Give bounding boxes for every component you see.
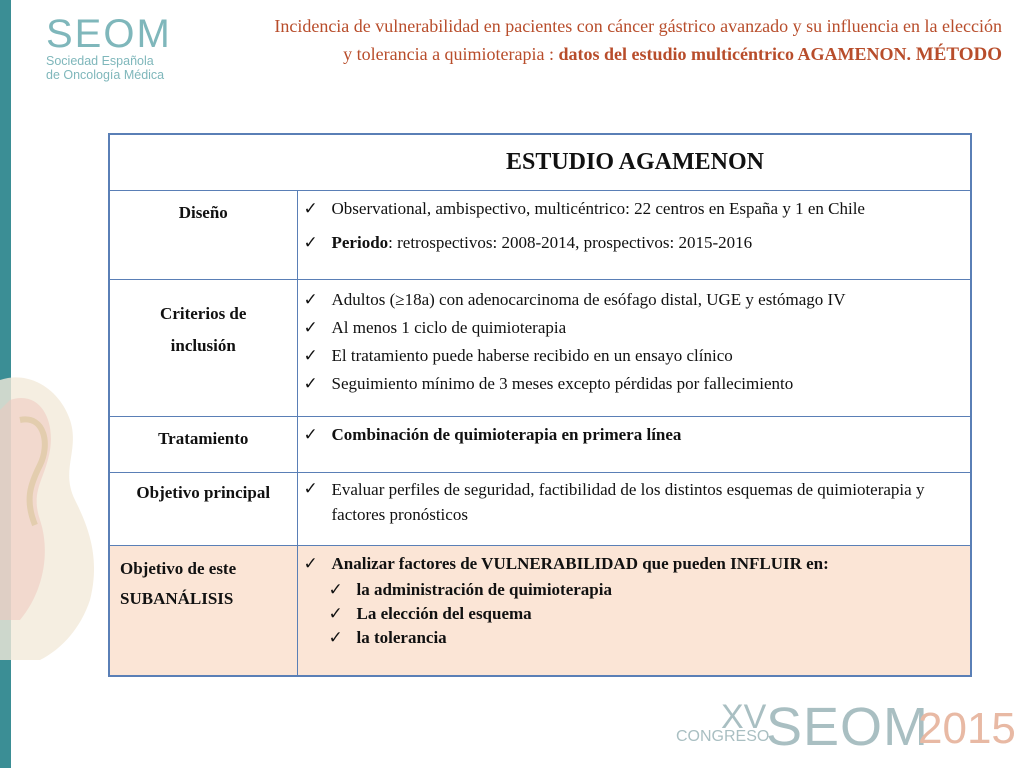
item-text: Adultos (≥18a) con adenocarcinoma de esófago distal, UGE y estómago IV <box>331 289 846 309</box>
check-icon: ✓ <box>328 579 343 600</box>
title-metodo: MÉTODO <box>911 44 1002 65</box>
row-content-subanalisis <box>297 545 971 676</box>
row-content-criterios <box>297 279 971 416</box>
item-text: Evaluar perfiles de seguridad, factibilidad de los distintos esquemas de quimioterapia y factores pronósticos <box>331 479 925 524</box>
check-icon: ✓ <box>303 232 318 253</box>
list-item <box>304 314 971 342</box>
check-icon: ✓ <box>328 603 343 624</box>
check-icon: ✓ <box>303 345 318 366</box>
logo-wordmark: SEOM <box>46 12 172 56</box>
logo-line2: de Oncología Médica <box>46 68 165 82</box>
list-item <box>304 342 971 370</box>
list-item <box>304 370 971 398</box>
congreso-year: 2015 <box>918 704 1016 753</box>
item-text: Observational, ambispectivo, multicéntrico: 22 centros en España y 1 en Chile <box>331 198 865 218</box>
study-table <box>108 133 972 677</box>
check-icon: ✓ <box>303 553 318 574</box>
item-text: la tolerancia <box>356 627 447 647</box>
item-text: la administración de quimioterapia <box>356 579 612 599</box>
check-icon: ✓ <box>303 317 318 338</box>
list-item <box>304 421 971 449</box>
title-line2 <box>180 40 1002 69</box>
list-item <box>304 477 971 527</box>
list-item <box>304 286 971 314</box>
table-row-diseno <box>109 190 971 279</box>
sub-list-item <box>329 626 971 650</box>
title-line2-bold: datos del estudio multicéntrico AGAMENON. <box>558 44 912 64</box>
row-label-criterios <box>109 279 297 416</box>
row-label-diseno: Diseño <box>109 190 297 279</box>
logo-line1: Sociedad Española <box>46 54 154 68</box>
item-bold-text: Periodo <box>331 232 389 252</box>
item-text: Analizar factores de VULNERABILIDAD que pueden INFLUIR en: <box>331 553 829 573</box>
item-text: Combinación de quimioterapia en primera línea <box>331 424 682 444</box>
congreso-xv: XV <box>721 698 767 736</box>
check-icon: ✓ <box>303 373 318 394</box>
check-icon: ✓ <box>328 627 343 648</box>
slide-title <box>180 12 1002 69</box>
list-item <box>304 195 971 223</box>
row-label-objetivo-principal: Objetivo principal <box>109 472 297 545</box>
label-line2: inclusión <box>170 335 236 355</box>
check-icon: ✓ <box>303 478 318 499</box>
item-text: El tratamiento puede haberse recibido en un ensayo clínico <box>331 345 733 365</box>
row-content-tratamiento <box>297 416 971 472</box>
decorative-figure <box>0 360 110 660</box>
row-label-tratamiento: Tratamiento <box>109 416 297 472</box>
congreso-logo <box>676 697 1016 760</box>
title-line1: Incidencia de vulnerabilidad en pacientes con cáncer gástrico avanzado y su influencia en la elección <box>274 16 1002 36</box>
label-line1: Criterios de <box>160 303 247 323</box>
item-text: Al menos 1 ciclo de quimioterapia <box>331 317 567 337</box>
row-content-diseno <box>297 190 971 279</box>
check-icon: ✓ <box>303 424 318 445</box>
row-content-objetivo-principal <box>297 472 971 545</box>
label-line2: SUBANÁLISIS <box>120 588 234 608</box>
item-text: Seguimiento mínimo de 3 meses excepto pérdidas por fallecimiento <box>331 373 794 393</box>
sub-list-item <box>329 578 971 602</box>
list-item <box>304 229 971 257</box>
item-text: La elección del esquema <box>356 603 532 623</box>
check-icon: ✓ <box>303 198 318 219</box>
table-row-objetivo-principal <box>109 472 971 545</box>
row-label-subanalisis <box>109 545 297 676</box>
seom-logo <box>46 14 176 86</box>
table-title-row <box>109 134 971 190</box>
congreso-word: CONGRESO <box>676 728 770 745</box>
title-line2-prefix: y tolerancia a quimioterapia : <box>343 44 559 64</box>
check-icon: ✓ <box>303 289 318 310</box>
list-item <box>304 550 971 578</box>
table-row-tratamiento <box>109 416 971 472</box>
congreso-seom: SEOM <box>766 697 930 757</box>
table-title: ESTUDIO AGAMENON <box>109 134 971 190</box>
table-row-subanalisis <box>109 545 971 676</box>
table-row-criterios <box>109 279 971 416</box>
item-text: : retrospectivos: 2008-2014, prospectivos: 2015-2016 <box>388 232 753 252</box>
sub-list-item <box>329 602 971 626</box>
label-line1: Objetivo de este <box>120 558 237 578</box>
